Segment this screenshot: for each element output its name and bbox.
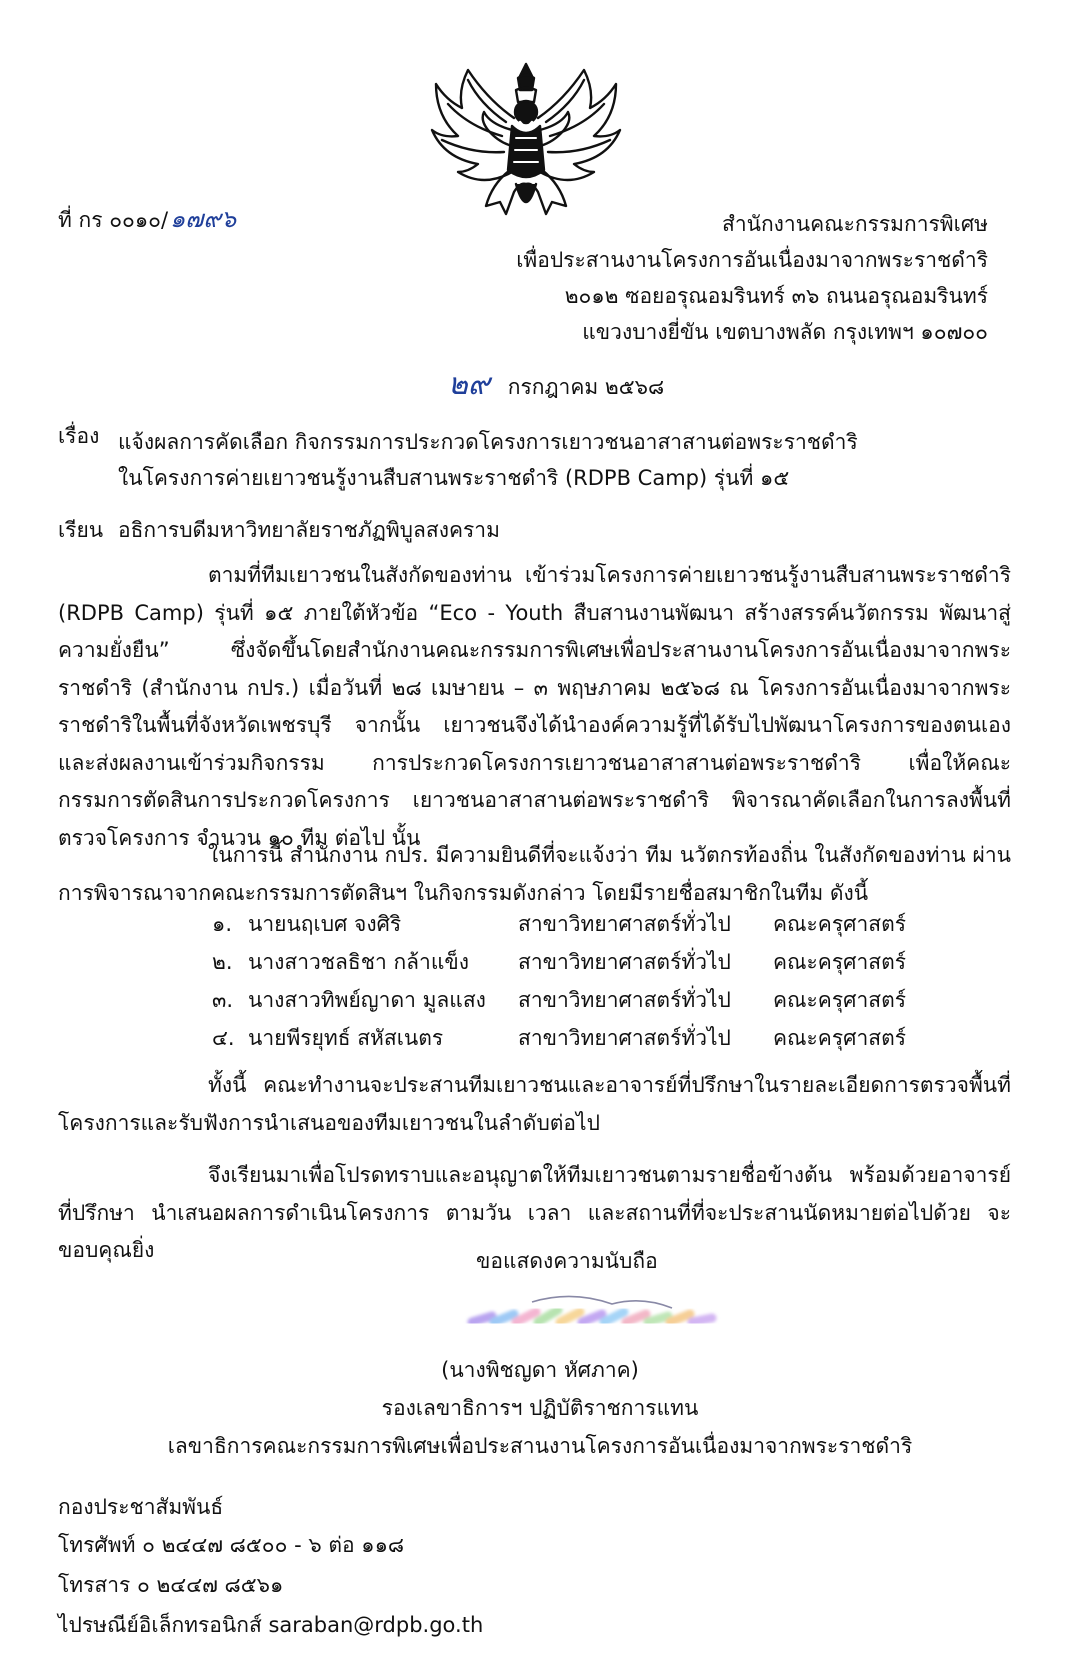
body-paragraph-3: ทั้งนี้ คณะทำงานจะประสานทีมเยาวชนและอาจารย์ที่ปรึกษาในรายละเอียดการตรวจพื้นที่ โครงการและรับฟังการนำเสนอของทีมเยาวชนในลำดับต่อไป bbox=[58, 1073, 1011, 1135]
body-paragraph-2: ในการนี้ สำนักงาน กปร. มีความยินดีที่จะแจ้งว่า ทีม นวัตกรท้องถิ่น ในสังกัดของท่าน ผ่านการพิจารณาจากคณะกรรมการตัดสินฯ ในกิจกรรมดังกล่าว โดยมีรายชื่อสมาชิกในทีม ดังนี้ bbox=[58, 843, 1011, 905]
contact-fax: โทรสาร ๐ ๒๔๔๗ ๘๕๖๑ bbox=[58, 1573, 284, 1597]
reference-prefix: ที่ กร ๐๐๑๐/ bbox=[58, 208, 169, 232]
reference-handwritten-number: ๑๗๙๖ bbox=[170, 205, 237, 233]
signer-position-full: เลขาธิการคณะกรรมการพิเศษเพื่อประสานงานโครงการอันเนื่องมาจากพระราชดำริ bbox=[167, 1434, 913, 1458]
signature-icon bbox=[462, 1286, 732, 1340]
letter-date bbox=[448, 367, 664, 403]
subject-line: แจ้งผลการคัดเลือก กิจกรรมการประกวดโครงการเยาวชนอาสาสานต่อพระราชดำริ bbox=[118, 430, 858, 454]
contact-phone: โทรศัพท์ ๐ ๒๔๔๗ ๘๕๐๐ - ๖ ต่อ ๑๑๘ bbox=[58, 1533, 405, 1557]
date-day-handwritten: ๒๙ bbox=[448, 367, 490, 402]
sender-address bbox=[516, 206, 988, 350]
contact-email: ไปรษณีย์อิเล็กทรอนิกส์ saraban@rdpb.go.th bbox=[58, 1613, 484, 1637]
salutation-label: เรียน bbox=[58, 518, 104, 542]
address-line: แขวงบางยี่ขัน เขตบางพลัด กรุงเทพฯ ๑๐๗๐๐ bbox=[582, 320, 988, 344]
contact-department: กองประชาสัมพันธ์ bbox=[58, 1495, 224, 1519]
signer-name: (นางพิชญดา หัศภาค) bbox=[441, 1358, 639, 1382]
member-number: ๔. bbox=[212, 1026, 235, 1050]
salutation-text: อธิการบดีมหาวิทยาลัยราชภัฏพิบูลสงคราม bbox=[118, 518, 500, 542]
member-name: นายพีรยุทธ์ สหัสเนตร bbox=[248, 1026, 444, 1050]
date-month-year: กรกฎาคม ๒๕๖๘ bbox=[507, 375, 665, 399]
member-faculty: คณะครุศาสตร์ bbox=[773, 950, 906, 974]
address-line: สำนักงานคณะกรรมการพิเศษ bbox=[722, 212, 988, 236]
address-line: เพื่อประสานงานโครงการอันเนื่องมาจากพระราชดำริ bbox=[516, 248, 988, 272]
member-faculty: คณะครุศาสตร์ bbox=[773, 912, 906, 936]
garuda-emblem-icon bbox=[428, 60, 624, 220]
member-name: นางสาวทิพย์ญาดา มูลแสง bbox=[248, 988, 486, 1012]
reference-number bbox=[58, 205, 236, 234]
subject-label: เรื่อง bbox=[58, 424, 100, 448]
member-number: ๑. bbox=[212, 912, 233, 936]
member-number: ๒. bbox=[212, 950, 233, 974]
closing-phrase: ขอแสดงความนับถือ bbox=[476, 1249, 658, 1273]
member-name: นางสาวชลธิชา กล้าแข็ง bbox=[248, 950, 469, 974]
address-line: ๒๐๑๒ ซอยอรุณอมรินทร์ ๓๖ ถนนอรุณอมรินทร์ bbox=[564, 284, 988, 308]
signer-position: รองเลขาธิการฯ ปฏิบัติราชการแทน bbox=[381, 1396, 699, 1420]
member-major: สาขาวิทยาศาสตร์ทั่วไป bbox=[518, 1026, 731, 1050]
member-faculty: คณะครุศาสตร์ bbox=[773, 1026, 906, 1050]
member-name: นายนฤเบศ จงศิริ bbox=[248, 912, 402, 936]
member-faculty: คณะครุศาสตร์ bbox=[773, 988, 906, 1012]
member-number: ๓. bbox=[212, 988, 234, 1012]
member-major: สาขาวิทยาศาสตร์ทั่วไป bbox=[518, 988, 731, 1012]
member-major: สาขาวิทยาศาสตร์ทั่วไป bbox=[518, 912, 731, 936]
body-paragraph-4: จึงเรียนมาเพื่อโปรดทราบและอนุญาตให้ทีมเยาวชนตามรายชื่อข้างต้น พร้อมด้วยอาจารย์ ที่ปรึกษา นำเสนอผลการดำเนินโครงการ ตามวัน เวลา และสถานที่ที่จะประสานนัดหมายต่อไปด้วย จะขอบคุณยิ่ง bbox=[58, 1163, 1011, 1262]
member-major: สาขาวิทยาศาสตร์ทั่วไป bbox=[518, 950, 731, 974]
subject-text bbox=[118, 424, 858, 496]
body-paragraph-1: ตามที่ทีมเยาวชนในสังกัดของท่าน เข้าร่วมโครงการค่ายเยาวชนรู้งานสืบสานพระราชดำริ (RDPB Camp) รุ่นที่ ๑๕ ภายใต้หัวข้อ “Eco - Youth สืบสานงานพัฒนา สร้างสรรค์นวัตกรรม พัฒนาสู่ความยั่งยืน” ซึ่งจัดขึ้นโดยสำนักงานคณะกรรมการพิเศษเพื่อประสานงานโครงการอันเนื่องมาจากพระราชดำริ (สำนักงาน กปร.) เมื่อวันที่ ๒๘ เมษายน – ๓ พฤษภาคม ๒๕๖๘ ณ โครงการอันเนื่องมาจากพระราชดำริในพื้นที่จังหวัดเพชรบุรี จากนั้น เยาวชนจึงได้นำองค์ความรู้ที่ได้รับไปพัฒนาโครงการของตนเอง และส่งผลงานเข้าร่วมกิจกรรม การประกวดโครงการเยาวชนอาสาสานต่อพระราชดำริ เพื่อให้คณะกรรมการตัดสินการประกวดโครงการ เยาวชนอาสาสานต่อพระราชดำริ พิจารณาคัดเลือกในการลงพื้นที่ตรวจโครงการ จำนวน ๑๐ ทีม ต่อไป นั้น bbox=[58, 563, 1011, 850]
subject-line: ในโครงการค่ายเยาวชนรู้งานสืบสานพระราชดำริ (RDPB Camp) รุ่นที่ ๑๕ bbox=[118, 466, 790, 490]
